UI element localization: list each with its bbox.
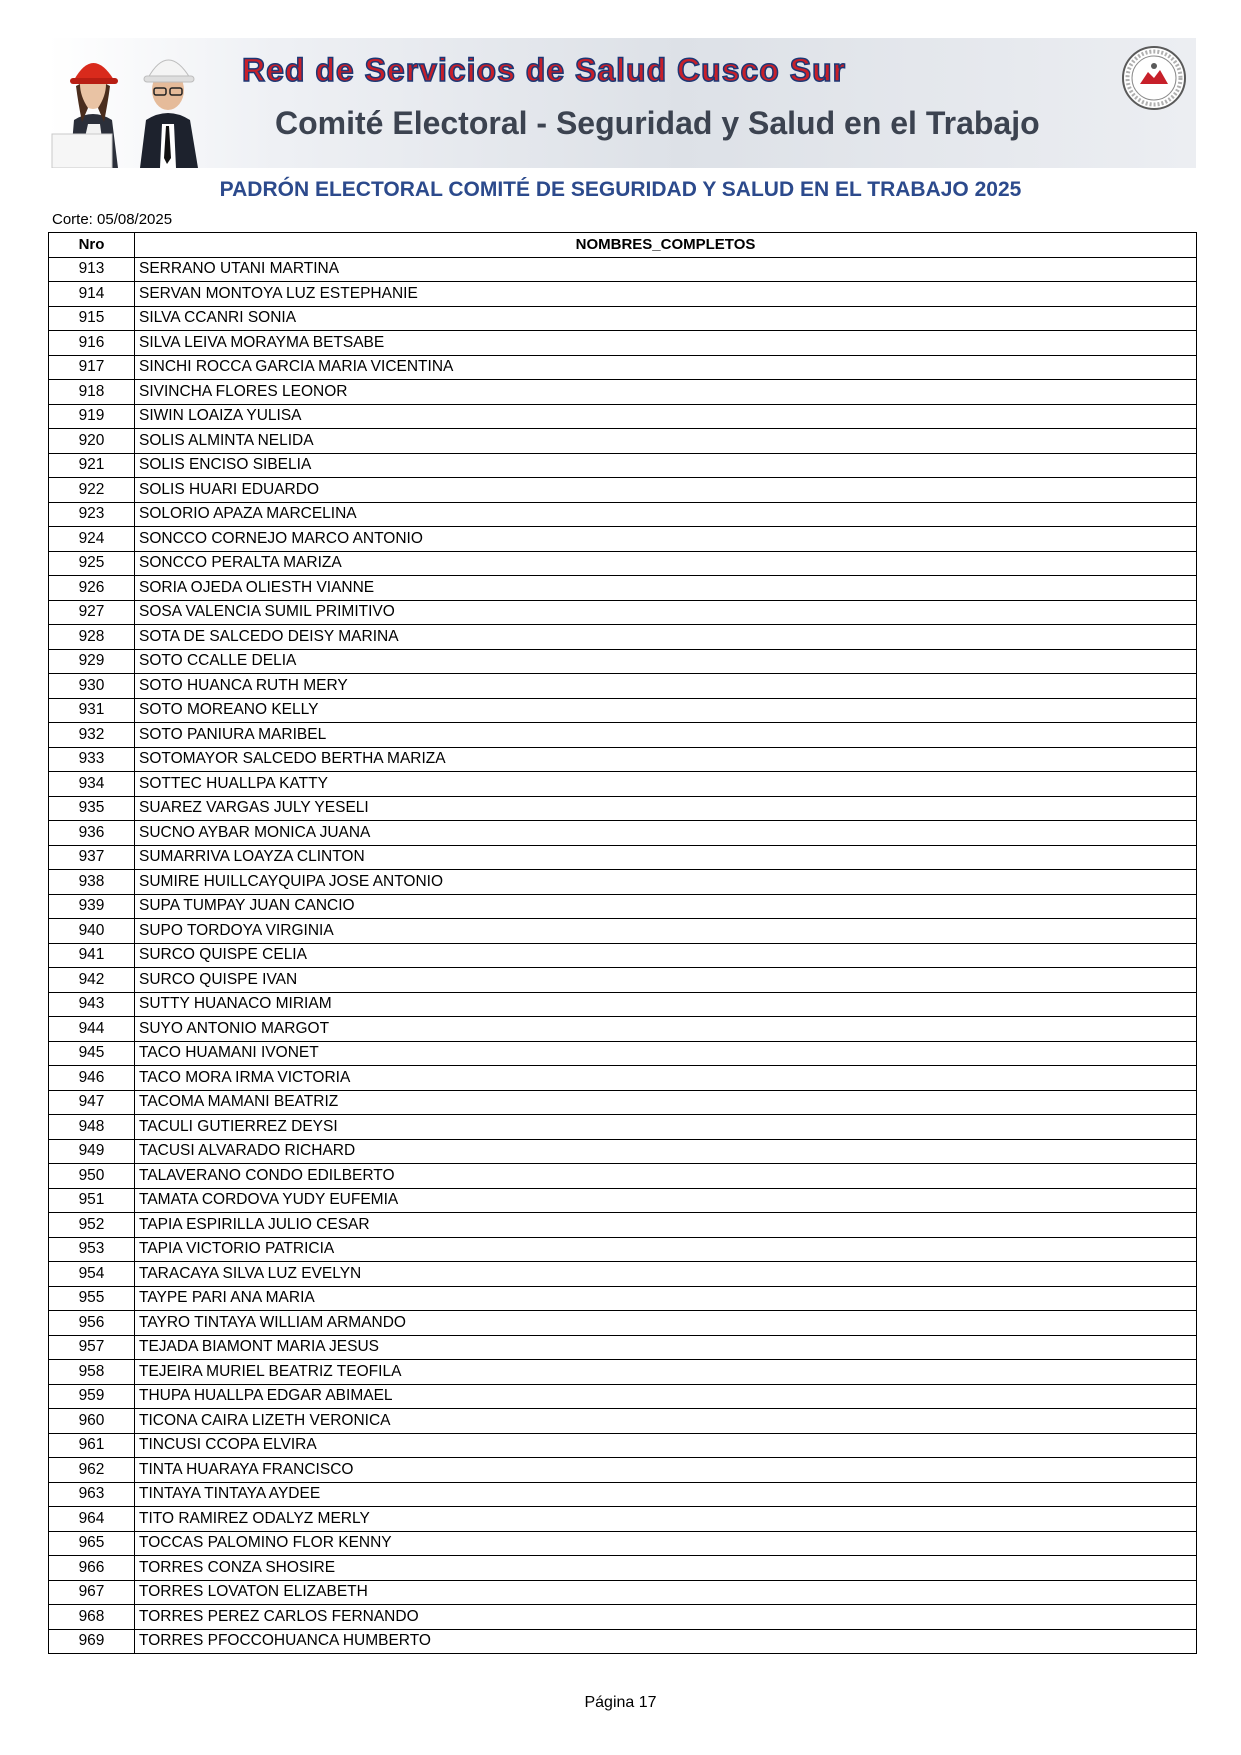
row-number: 950: [49, 1164, 135, 1189]
row-number: 925: [49, 551, 135, 576]
row-full-name: SORIA OJEDA OLIESTH VIANNE: [135, 576, 1197, 601]
row-number: 915: [49, 306, 135, 331]
row-full-name: SOSA VALENCIA SUMIL PRIMITIVO: [135, 600, 1197, 625]
table-row: [49, 429, 1197, 454]
organization-name: Red de Servicios de Salud Cusco Sur: [242, 52, 847, 88]
row-full-name: SUCNO AYBAR MONICA JUANA: [135, 821, 1197, 846]
table-row: [49, 1507, 1197, 1532]
row-number: 955: [49, 1286, 135, 1311]
row-full-name: TACULI GUTIERREZ DEYSI: [135, 1115, 1197, 1140]
row-number: 916: [49, 331, 135, 356]
row-number: 930: [49, 674, 135, 699]
table-row: [49, 600, 1197, 625]
row-number: 963: [49, 1482, 135, 1507]
row-full-name: SOLIS ALMINTA NELIDA: [135, 429, 1197, 454]
row-full-name: TORRES CONZA SHOSIRE: [135, 1556, 1197, 1581]
table-row: [49, 894, 1197, 919]
row-number: 956: [49, 1311, 135, 1336]
table-row: [49, 1409, 1197, 1434]
row-number: 936: [49, 821, 135, 846]
row-number: 954: [49, 1262, 135, 1287]
row-number: 923: [49, 502, 135, 527]
electoral-roll-table: [48, 232, 1197, 1654]
table-row: [49, 845, 1197, 870]
row-number: 926: [49, 576, 135, 601]
row-full-name: TITO RAMIREZ ODALYZ MERLY: [135, 1507, 1197, 1532]
row-full-name: TINTA HUARAYA FRANCISCO: [135, 1458, 1197, 1483]
table-row: [49, 576, 1197, 601]
row-full-name: TAYRO TINTAYA WILLIAM ARMANDO: [135, 1311, 1197, 1336]
workers-illustration: [48, 38, 238, 168]
row-number: 937: [49, 845, 135, 870]
row-full-name: SURCO QUISPE CELIA: [135, 943, 1197, 968]
row-number: 921: [49, 453, 135, 478]
row-number: 952: [49, 1213, 135, 1238]
row-number: 968: [49, 1605, 135, 1630]
row-number: 969: [49, 1629, 135, 1654]
row-full-name: SINCHI ROCCA GARCIA MARIA VICENTINA: [135, 355, 1197, 380]
table-row: [49, 1066, 1197, 1091]
row-number: 959: [49, 1384, 135, 1409]
row-number: 942: [49, 968, 135, 993]
table-row: [49, 355, 1197, 380]
row-number: 914: [49, 282, 135, 307]
table-row: [49, 1262, 1197, 1287]
row-number: 951: [49, 1188, 135, 1213]
table-row: [49, 1580, 1197, 1605]
row-full-name: TACUSI ALVARADO RICHARD: [135, 1139, 1197, 1164]
institution-seal-icon: [1120, 44, 1188, 112]
row-number: 947: [49, 1090, 135, 1115]
table-row: [49, 1629, 1197, 1654]
row-full-name: TORRES LOVATON ELIZABETH: [135, 1580, 1197, 1605]
table-row: [49, 1433, 1197, 1458]
table-row: [49, 1605, 1197, 1630]
row-full-name: SONCCO CORNEJO MARCO ANTONIO: [135, 527, 1197, 552]
row-full-name: SUPO TORDOYA VIRGINIA: [135, 919, 1197, 944]
row-number: 935: [49, 796, 135, 821]
row-number: 922: [49, 478, 135, 503]
header-banner: [48, 38, 1196, 168]
row-number: 967: [49, 1580, 135, 1605]
row-number: 939: [49, 894, 135, 919]
row-full-name: TAYPE PARI ANA MARIA: [135, 1286, 1197, 1311]
row-full-name: TINTAYA TINTAYA AYDEE: [135, 1482, 1197, 1507]
row-number: 961: [49, 1433, 135, 1458]
row-number: 917: [49, 355, 135, 380]
row-full-name: TALAVERANO CONDO EDILBERTO: [135, 1164, 1197, 1189]
row-full-name: SIWIN LOAIZA YULISA: [135, 404, 1197, 429]
row-full-name: TORRES PEREZ CARLOS FERNANDO: [135, 1605, 1197, 1630]
row-number: 920: [49, 429, 135, 454]
table-row: [49, 796, 1197, 821]
table-row: [49, 1482, 1197, 1507]
row-full-name: SUAREZ VARGAS JULY YESELI: [135, 796, 1197, 821]
table-row: [49, 331, 1197, 356]
table-row: [49, 674, 1197, 699]
row-number: 931: [49, 698, 135, 723]
table-row: [49, 527, 1197, 552]
table-row: [49, 1286, 1197, 1311]
row-number: 964: [49, 1507, 135, 1532]
row-number: 958: [49, 1360, 135, 1385]
table-row: [49, 698, 1197, 723]
row-full-name: SOTO CCALLE DELIA: [135, 649, 1197, 674]
table-row: [49, 943, 1197, 968]
row-number: 962: [49, 1458, 135, 1483]
table-row: [49, 1311, 1197, 1336]
row-number: 953: [49, 1237, 135, 1262]
row-full-name: SOLIS HUARI EDUARDO: [135, 478, 1197, 503]
table-body: [49, 257, 1197, 1654]
row-full-name: SONCCO PERALTA MARIZA: [135, 551, 1197, 576]
committee-name: Comité Electoral - Seguridad y Salud en el Trabajo: [275, 105, 1040, 141]
row-full-name: TACO MORA IRMA VICTORIA: [135, 1066, 1197, 1091]
column-header-full-name: NOMBRES_COMPLETOS: [135, 233, 1197, 258]
row-full-name: TORRES PFOCCOHUANCA HUMBERTO: [135, 1629, 1197, 1654]
table-row: [49, 551, 1197, 576]
column-header-number: Nro: [49, 233, 135, 258]
table-row: [49, 723, 1197, 748]
row-number: 966: [49, 1556, 135, 1581]
row-number: 943: [49, 992, 135, 1017]
table-row: [49, 919, 1197, 944]
row-number: 927: [49, 600, 135, 625]
table-row: [49, 1115, 1197, 1140]
row-number: 924: [49, 527, 135, 552]
row-number: 933: [49, 747, 135, 772]
row-number: 957: [49, 1335, 135, 1360]
table-row: [49, 870, 1197, 895]
table-row: [49, 992, 1197, 1017]
row-full-name: TEJADA BIAMONT MARIA JESUS: [135, 1335, 1197, 1360]
row-number: 938: [49, 870, 135, 895]
table-row: [49, 968, 1197, 993]
table-row: [49, 404, 1197, 429]
row-number: 965: [49, 1531, 135, 1556]
row-full-name: SOLORIO APAZA MARCELINA: [135, 502, 1197, 527]
table-row: [49, 1213, 1197, 1238]
row-full-name: THUPA HUALLPA EDGAR ABIMAEL: [135, 1384, 1197, 1409]
table-row: [49, 625, 1197, 650]
row-full-name: SOTO MOREANO KELLY: [135, 698, 1197, 723]
row-full-name: SOTO HUANCA RUTH MERY: [135, 674, 1197, 699]
table-row: [49, 282, 1197, 307]
row-number: 934: [49, 772, 135, 797]
table-row: [49, 1335, 1197, 1360]
row-number: 944: [49, 1017, 135, 1042]
row-full-name: SOTTEC HUALLPA KATTY: [135, 772, 1197, 797]
row-full-name: TEJEIRA MURIEL BEATRIZ TEOFILA: [135, 1360, 1197, 1385]
table-row: [49, 649, 1197, 674]
row-full-name: SILVA CCANRI SONIA: [135, 306, 1197, 331]
table-row: [49, 1458, 1197, 1483]
table-row: [49, 747, 1197, 772]
document-title: PADRÓN ELECTORAL COMITÉ DE SEGURIDAD Y SALUD EN EL TRABAJO 2025: [219, 178, 1022, 201]
table-row: [49, 502, 1197, 527]
row-full-name: TAPIA VICTORIO PATRICIA: [135, 1237, 1197, 1262]
row-full-name: SOLIS ENCISO SIBELIA: [135, 453, 1197, 478]
row-number: 941: [49, 943, 135, 968]
row-number: 960: [49, 1409, 135, 1434]
row-number: 919: [49, 404, 135, 429]
table-row: [49, 1237, 1197, 1262]
table-row: [49, 453, 1197, 478]
table-row: [49, 306, 1197, 331]
table-row: [49, 1164, 1197, 1189]
row-full-name: TAMATA CORDOVA YUDY EUFEMIA: [135, 1188, 1197, 1213]
row-full-name: TOCCAS PALOMINO FLOR KENNY: [135, 1531, 1197, 1556]
table-row: [49, 1556, 1197, 1581]
row-full-name: SOTO PANIURA MARIBEL: [135, 723, 1197, 748]
table-row: [49, 772, 1197, 797]
row-number: 929: [49, 649, 135, 674]
page-number: Página 17: [584, 1694, 657, 1711]
table-row: [49, 380, 1197, 405]
row-number: 949: [49, 1139, 135, 1164]
row-number: 948: [49, 1115, 135, 1140]
row-number: 913: [49, 257, 135, 282]
row-full-name: SOTOMAYOR SALCEDO BERTHA MARIZA: [135, 747, 1197, 772]
row-number: 945: [49, 1041, 135, 1066]
table-row: [49, 1188, 1197, 1213]
table-row: [49, 1531, 1197, 1556]
row-full-name: TICONA CAIRA LIZETH VERONICA: [135, 1409, 1197, 1434]
row-number: 946: [49, 1066, 135, 1091]
row-full-name: TACOMA MAMANI BEATRIZ: [135, 1090, 1197, 1115]
table-row: [49, 1041, 1197, 1066]
table-row: [49, 1139, 1197, 1164]
table-row: [49, 1384, 1197, 1409]
table-row: [49, 1017, 1197, 1042]
row-full-name: TARACAYA SILVA LUZ EVELYN: [135, 1262, 1197, 1287]
row-full-name: SUPA TUMPAY JUAN CANCIO: [135, 894, 1197, 919]
row-full-name: TINCUSI CCOPA ELVIRA: [135, 1433, 1197, 1458]
table-row: [49, 1090, 1197, 1115]
row-full-name: SERVAN MONTOYA LUZ ESTEPHANIE: [135, 282, 1197, 307]
table-row: [49, 257, 1197, 282]
row-number: 918: [49, 380, 135, 405]
table-row: [49, 1360, 1197, 1385]
row-full-name: SILVA LEIVA MORAYMA BETSABE: [135, 331, 1197, 356]
table-header-row: [49, 233, 1197, 258]
row-full-name: SERRANO UTANI MARTINA: [135, 257, 1197, 282]
row-full-name: SOTA DE SALCEDO DEISY MARINA: [135, 625, 1197, 650]
row-full-name: TACO HUAMANI IVONET: [135, 1041, 1197, 1066]
table-row: [49, 478, 1197, 503]
row-number: 928: [49, 625, 135, 650]
row-full-name: SURCO QUISPE IVAN: [135, 968, 1197, 993]
row-full-name: SUYO ANTONIO MARGOT: [135, 1017, 1197, 1042]
cut-date: Corte: 05/08/2025: [52, 211, 173, 228]
row-number: 940: [49, 919, 135, 944]
row-full-name: SIVINCHA FLORES LEONOR: [135, 380, 1197, 405]
table-row: [49, 821, 1197, 846]
row-full-name: SUMIRE HUILLCAYQUIPA JOSE ANTONIO: [135, 870, 1197, 895]
row-full-name: SUTTY HUANACO MIRIAM: [135, 992, 1197, 1017]
row-number: 932: [49, 723, 135, 748]
row-full-name: TAPIA ESPIRILLA JULIO CESAR: [135, 1213, 1197, 1238]
row-full-name: SUMARRIVA LOAYZA CLINTON: [135, 845, 1197, 870]
